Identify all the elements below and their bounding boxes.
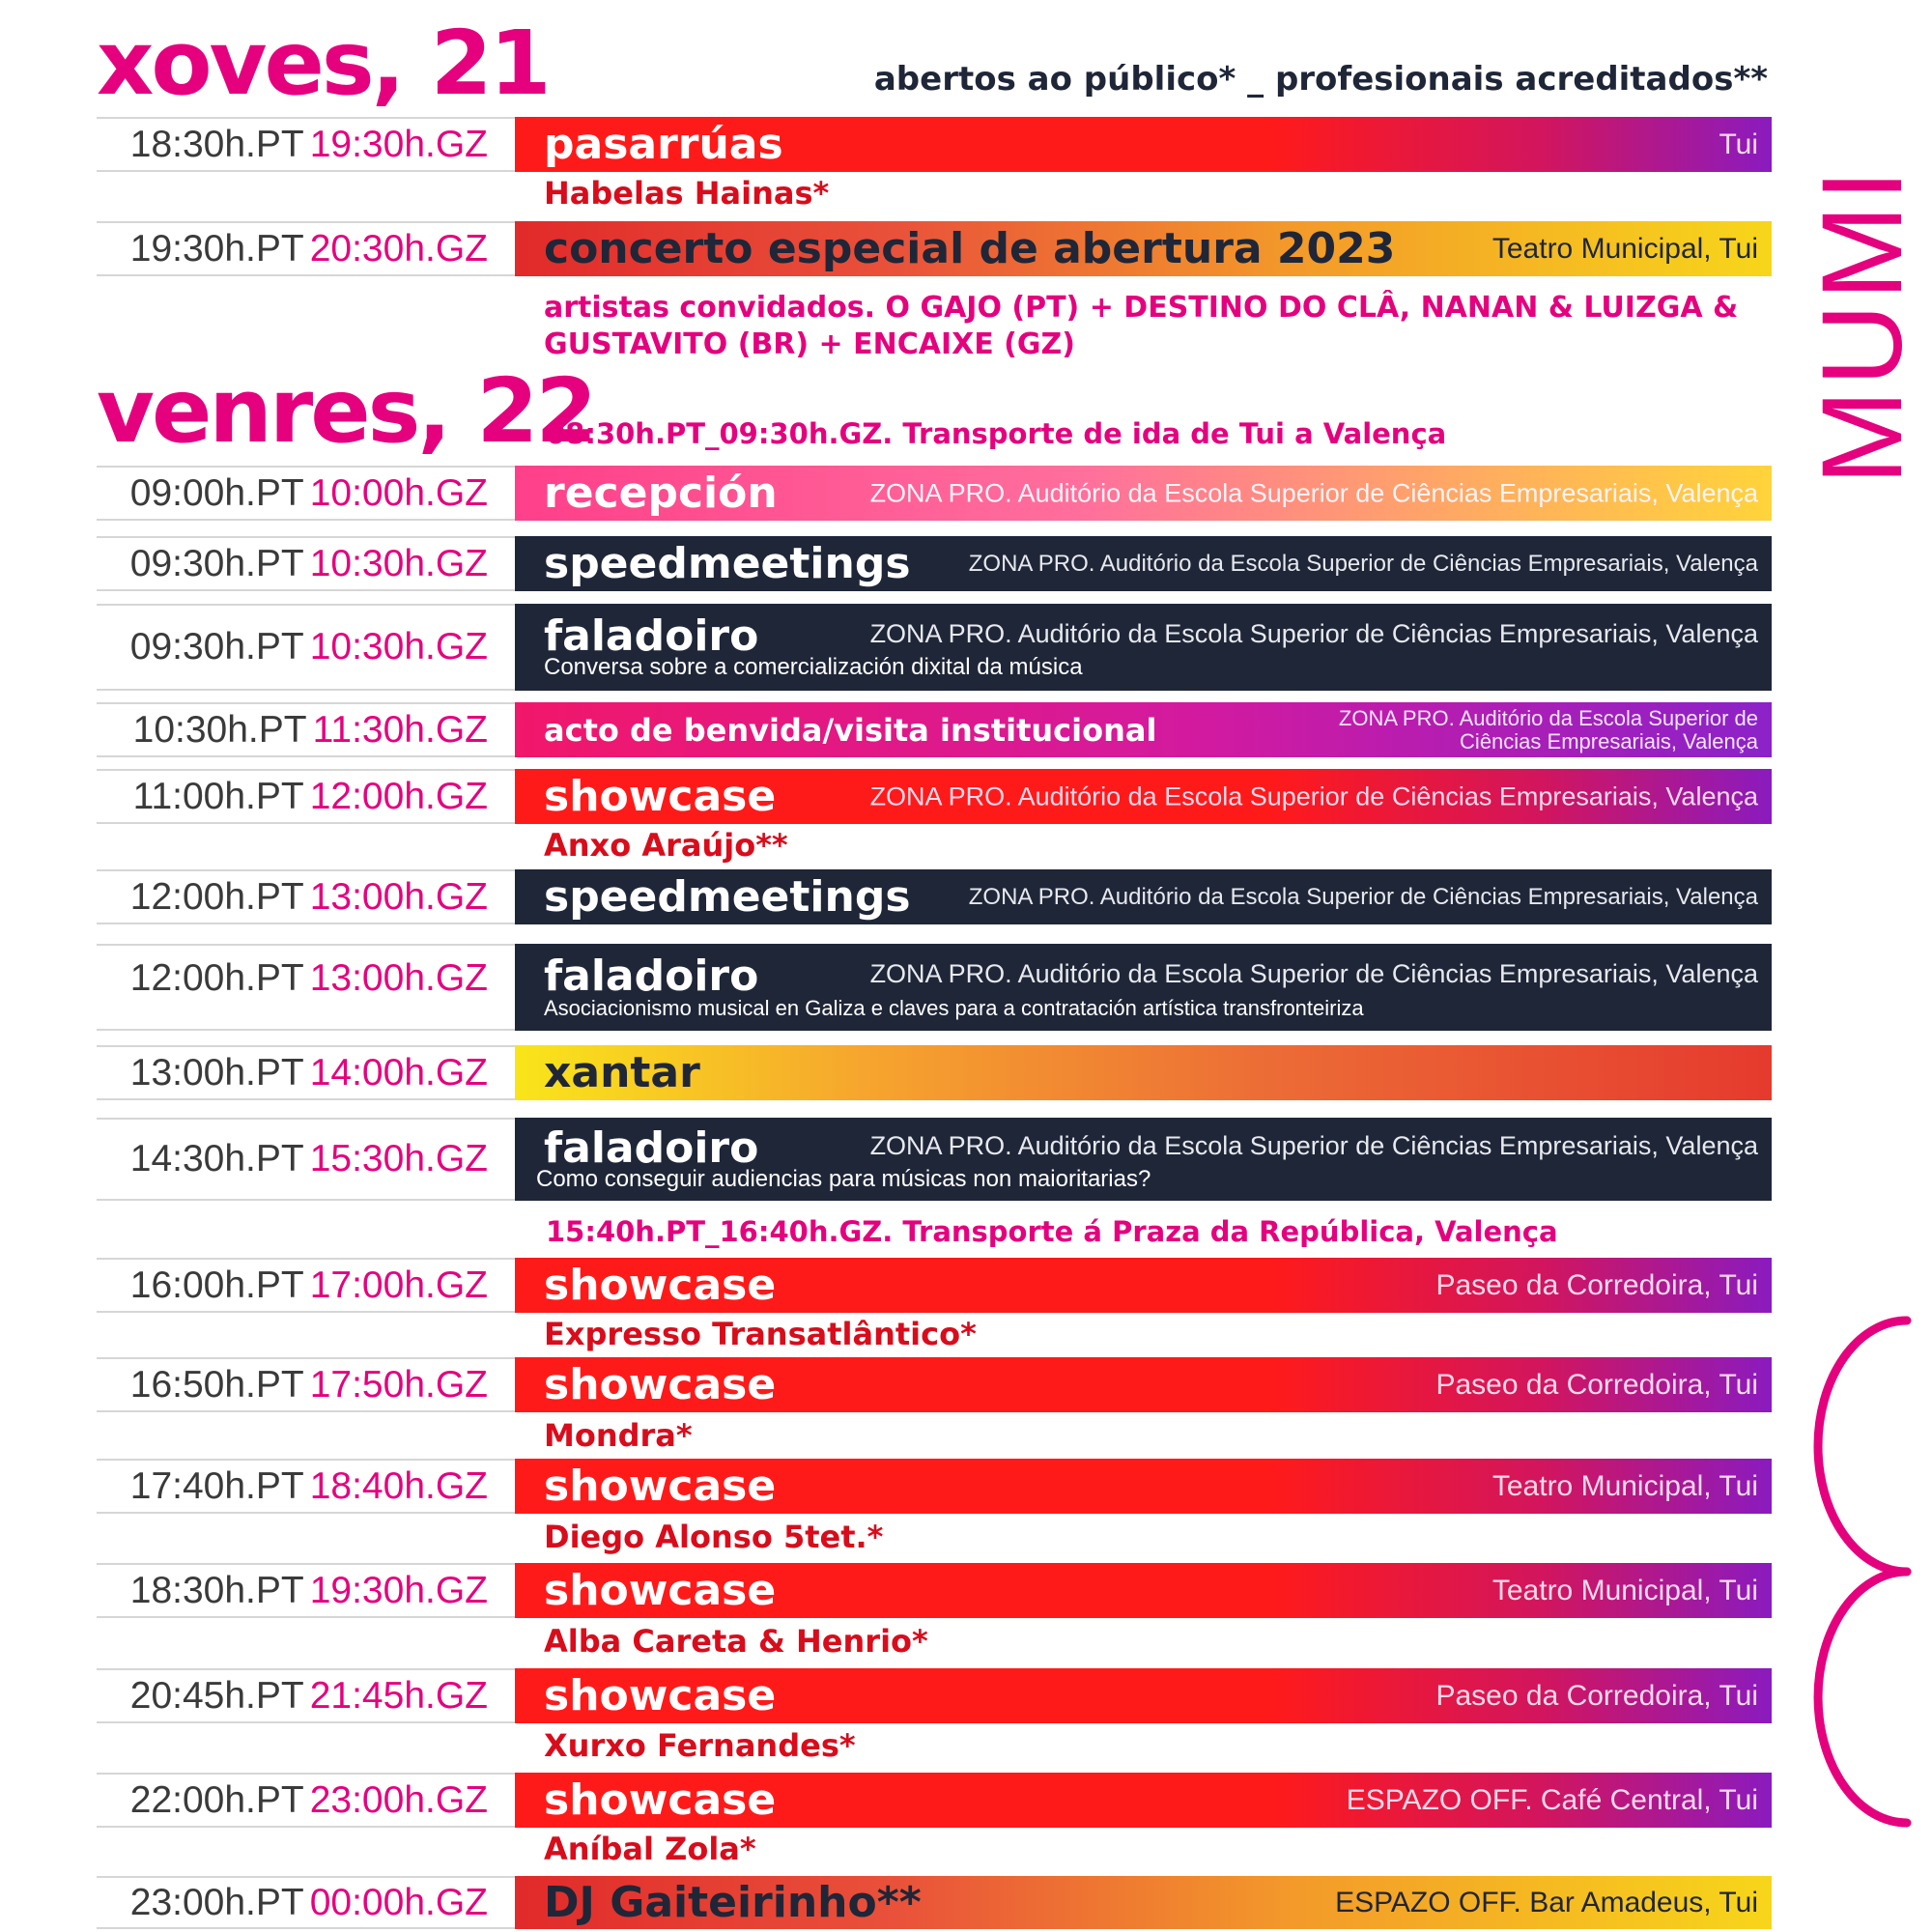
artist-name: Xurxo Fernandes* [544,1727,856,1764]
event-venue: Teatro Municipal, Tui [1492,1574,1758,1606]
event-bar [515,1773,1772,1828]
event-bar [515,1045,1772,1100]
time-cell: 13:00h.PT 14:00h.GZ [97,1045,515,1100]
artist-name: Diego Alonso 5tet.* [544,1519,884,1555]
event-bar [515,1876,1772,1929]
schedule-row [97,1668,1772,1723]
event-title: speedmeetings [544,538,911,588]
event-venue: ZONA PRO. Auditório da Escola Superior de Ciências Empresariais, Valença [968,550,1758,577]
artist-name: Aníbal Zola* [544,1831,756,1867]
time-cell: 18:30h.PT 19:30h.GZ [97,117,515,172]
event-venue: ZONA PRO. Auditório da Escola Superior de Ciências Empresariais, Valença [869,1131,1758,1160]
schedule-row [97,1563,1772,1618]
event-bar [515,869,1772,924]
event-bar [515,466,1772,521]
event-venue: ESPAZO OFF. Bar Amadeus, Tui [1335,1886,1758,1918]
event-bar [515,1258,1772,1313]
time-cell: 18:30h.PT 19:30h.GZ [97,1563,515,1618]
schedule-row [97,944,1772,1031]
time-cell: 12:00h.PT 13:00h.GZ [97,869,515,924]
transport-note-valenca: 08:30h.PT_09:30h.GZ. Transporte de ida de Tui a Valença [546,417,1447,450]
event-title: concerto especial de abertura 2023 [544,223,1396,273]
time-cell: 22:00h.PT 23:00h.GZ [97,1773,515,1828]
event-title: showcase [544,1565,777,1615]
event-bar [515,536,1772,591]
event-bar [515,1459,1772,1514]
event-venue: Paseo da Corredoira, Tui [1435,1268,1758,1301]
event-title: faladoiro [544,1123,759,1173]
event-title: DJ Gaiteirinho** [544,1877,922,1927]
event-venue: ZONA PRO. Auditório da Escola Superior de Ciências Empresariais, Valença [869,959,1758,988]
artist-name: Anxo Araújo** [544,827,788,864]
event-title: speedmeetings [544,871,911,922]
schedule-row [97,536,1772,591]
schedule-row [97,1357,1772,1412]
schedule-row [97,117,1772,172]
time-cell: 17:40h.PT 18:40h.GZ [97,1459,515,1514]
schedule-row [97,1876,1772,1929]
schedule-row [97,1258,1772,1313]
event-subtitle: Asociacionismo musical en Galiza e claves para a contratación artística transfronteiriza [544,996,1364,1020]
event-title: faladoiro [544,611,759,661]
event-bar [515,1118,1772,1201]
event-subtitle: Conversa sobre a comercialización dixital da música [544,654,1083,680]
schedule-row [97,702,1772,757]
schedule-row [97,221,1772,276]
artist-name: Alba Careta & Henrio* [544,1623,928,1660]
event-title: showcase [544,1775,777,1825]
event-bar [515,944,1772,1031]
schedule-row [97,1773,1772,1828]
event-bar [515,1668,1772,1723]
time-cell: 23:00h.PT 00:00h.GZ [97,1876,515,1929]
event-venue: ZONA PRO. Auditório da Escola Superior de Ciências Empresariais, Valença [869,478,1758,507]
event-title: showcase [544,1359,777,1409]
time-cell: 09:00h.PT 10:00h.GZ [97,466,515,521]
event-bar [515,1563,1772,1618]
guest-artists: artistas convidados. O GAJO (PT) + DESTINO DO CLÂ, NANAN & LUIZGA & GUSTAVITO (BR) + ENCAIXE (GZ) [544,291,1739,361]
event-subtitle: Como conseguir audiencias para músicas non maioritarias? [536,1166,1151,1192]
event-title: showcase [544,771,777,821]
schedule-row [97,466,1772,521]
time-cell: 20:45h.PT 21:45h.GZ [97,1668,515,1723]
day-heading-xoves: xoves, 21 [97,12,549,115]
event-title: recepción [544,468,778,518]
event-venue: Teatro Municipal, Tui [1492,1469,1758,1502]
time-cell: 16:50h.PT 17:50h.GZ [97,1357,515,1412]
access-legend: abertos ao público* _ profesionais acreditados** [873,60,1768,99]
event-title: showcase [544,1670,777,1720]
schedule-row [97,1118,1772,1201]
artist-name: Expresso Transatlântico* [544,1316,977,1352]
event-bar [515,117,1772,172]
event-venue: ESPAZO OFF. Café Central, Tui [1346,1783,1758,1816]
event-title: xantar [544,1047,700,1097]
transport-note-praza: 15:40h.PT_16:40h.GZ. Transporte á Praza da República, Valença [546,1215,1558,1248]
schedule-row [97,769,1772,824]
event-venue: ZONA PRO. Auditório da Escola Superior de Ciências Empresariais, Valença [869,619,1758,648]
event-venue: ZONA PRO. Auditório da Escola Superior de Ciências Empresariais, Valença [968,883,1758,910]
event-bar [515,702,1772,757]
mumi-logo [1797,145,1926,493]
schedule-row [97,604,1772,691]
event-venue: Tui [1719,128,1758,160]
time-cell: 16:00h.PT 17:00h.GZ [97,1258,515,1313]
event-title: showcase [544,1260,777,1310]
event-title: showcase [544,1461,777,1511]
event-title: faladoiro [544,952,759,1001]
artist-name: Habelas Hainas* [544,175,830,212]
event-bar [515,769,1772,824]
event-venue: Teatro Municipal, Tui [1492,232,1758,265]
time-cell: 10:30h.PT 11:30h.GZ [97,702,515,757]
time-cell: 12:00h.PT 13:00h.GZ [97,944,515,1031]
day-heading-venres: venres, 22 [97,359,595,463]
time-cell: 19:30h.PT 20:30h.GZ [97,221,515,276]
m-logo-mark-icon [1806,1309,1913,1850]
time-cell: 14:30h.PT 15:30h.GZ [97,1118,515,1201]
event-venue: Paseo da Corredoira, Tui [1435,1679,1758,1712]
artist-name: Mondra* [544,1417,693,1454]
time-cell: 11:00h.PT 12:00h.GZ [97,769,515,824]
event-title: acto de benvida/visita institucional [544,711,1157,749]
event-bar [515,1357,1772,1412]
event-bar [515,604,1772,691]
time-cell: 09:30h.PT 10:30h.GZ [97,604,515,691]
schedule-row [97,1045,1772,1100]
event-bar [515,221,1772,276]
event-venue: Paseo da Corredoira, Tui [1435,1368,1758,1401]
mumi-logo-text: MUMI [1799,165,1926,485]
event-venue: ZONA PRO. Auditório da Escola Superior de Ciências Empresariais, Valença [1338,705,1758,753]
event-title: pasarrúas [544,119,783,169]
event-venue: ZONA PRO. Auditório da Escola Superior de Ciências Empresariais, Valença [869,781,1758,810]
time-cell: 09:30h.PT 10:30h.GZ [97,536,515,591]
schedule-row [97,869,1772,924]
schedule-row [97,1459,1772,1514]
